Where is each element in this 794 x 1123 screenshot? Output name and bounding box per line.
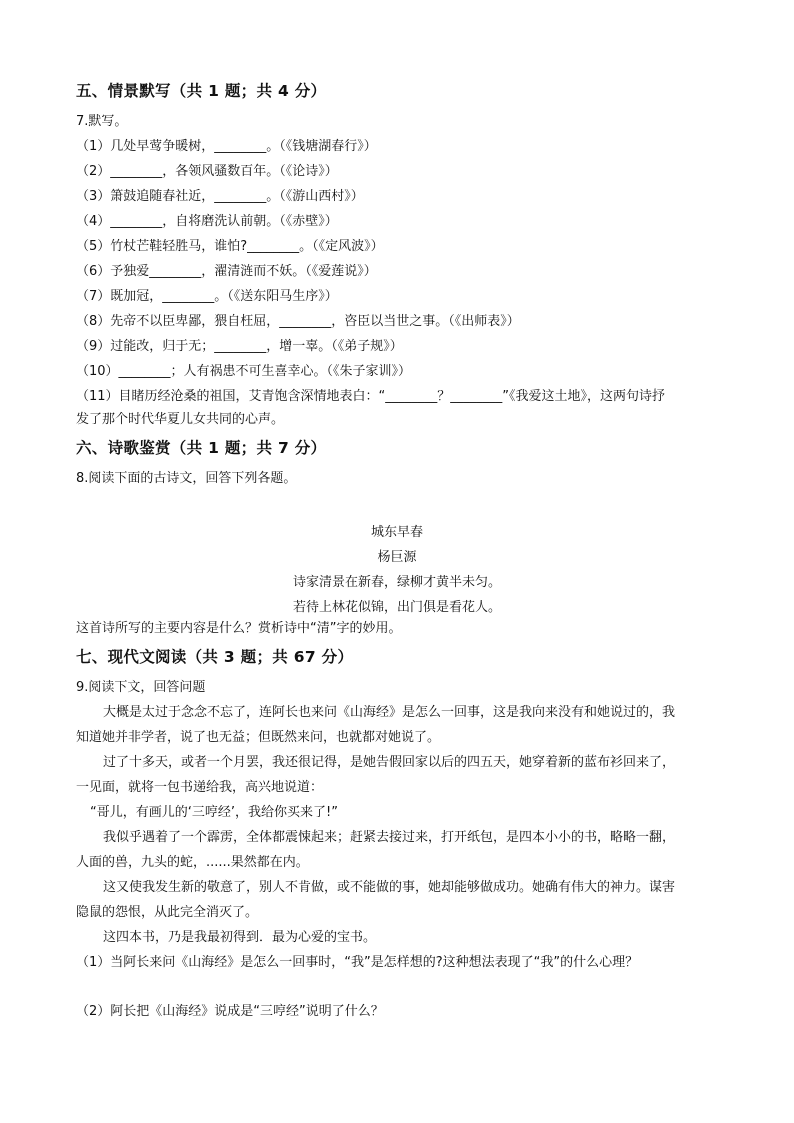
question-7-item-7: （7）既加冠，________。（《送东阳马生序》） — [76, 289, 338, 304]
passage-quote: “哥儿，有画儿的‘三哼经’，我给你买来了!” — [90, 805, 338, 820]
question-9-stem: 9.阅读下文，回答问题 — [76, 680, 206, 695]
question-7-item-11-line-2: 发了那个时代华夏儿女共同的心声。 — [76, 412, 285, 427]
section-7-title: 七、现代文阅读（共 3 题；共 67 分） — [76, 648, 354, 666]
poem-author: 杨巨源 — [377, 550, 417, 565]
poem-line-2: 若待上林花似锦，出门俱是看花人。 — [292, 600, 501, 615]
question-7-item-2: （2）________，各领风骚数百年。（《论诗》） — [76, 164, 338, 179]
question-9-sub-2: （2）阿长把《山海经》说成是“三哼经”说明了什么？ — [76, 1004, 384, 1019]
question-7-item-5: （5）竹杖芒鞋轻胜马，谁怕?________。（《定风波》） — [76, 239, 384, 254]
question-7-item-10: （10）________；人有祸患不可生喜幸心。（《朱子家训》） — [76, 364, 412, 379]
question-7-item-6: （6）予独爱________，濯清涟而不妖。（《爱莲说》） — [76, 264, 377, 279]
passage-paragraph-4-line-2: 隐鼠的怨恨，从此完全消灭了。 — [76, 905, 259, 920]
question-7-stem: 7.默写。 — [76, 114, 128, 129]
passage-paragraph-1-line-2: 知道她并非学者，说了也无益；但既然来问，也就都对她说了。 — [76, 730, 441, 745]
question-7-item-4: （4）________，自将磨洗认前朝。（《赤壁》） — [76, 214, 338, 229]
section-6-title: 六、诗歌鉴赏（共 1 题；共 7 分） — [76, 439, 327, 457]
question-7-item-9: （9）过能改，归于无；________，增一辜。（《弟子规》） — [76, 339, 403, 354]
passage-paragraph-1-line-1: 大概是太过于念念不忘了，连阿长也来问《山海经》是怎么一回事，这是我向来没有和她说过的，我 — [103, 705, 676, 720]
passage-paragraph-3-line-2: 人面的兽，九头的蛇，......果然都在内。 — [76, 855, 309, 870]
question-7-item-11-line-1: （11）目睹历经沧桑的祖国，艾青饱含深情地表白：“________？________”《我爱这土地》，这两句诗抒 — [76, 389, 666, 404]
section-5-title: 五、情景默写（共 1 题；共 4 分） — [76, 82, 327, 100]
question-7-item-1: （1）几处早莺争暖树，________。（《钱塘湖春行》） — [76, 139, 377, 154]
passage-paragraph-2-line-1: 过了十多天，或者一个月罢，我还很记得，是她告假回家以后的四五天，她穿着新的蓝布衫回来了， — [103, 755, 676, 770]
question-7-item-8: （8）先帝不以臣卑鄙，猥自枉屈，________，咨臣以当世之事。（《出师表》） — [76, 314, 520, 329]
passage-paragraph-2-line-2: 一见面，就将一包书递给我，高兴地说道： — [76, 780, 324, 795]
passage-paragraph-3-line-1: 我似乎遇着了一个霹雳，全体都震悚起来；赶紧去接过来，打开纸包，是四本小小的书，略略一翻， — [103, 830, 676, 845]
passage-paragraph-5: 这四本书，乃是我最初得到．最为心爱的宝书。 — [103, 930, 377, 945]
poem-line-1: 诗家清景在新春，绿柳才黄半未匀。 — [292, 575, 501, 590]
passage-paragraph-4-line-1: 这又使我发生新的敬意了，别人不肯做，或不能做的事，她却能够做成功。她确有伟大的神力。谋害 — [103, 880, 676, 895]
question-7-item-3: （3）箫鼓追随春社近，________。（《游山西村》） — [76, 189, 364, 204]
question-9-sub-1: （1）当阿长来问《山海经》是怎么一回事时，“我”是怎样想的?这种想法表现了“我”的什么心理？ — [76, 955, 639, 970]
question-8-stem: 8.阅读下面的古诗文，回答下列各题。 — [76, 471, 297, 486]
question-8-prompt: 这首诗所写的主要内容是什么？赏析诗中“清”字的妙用。 — [76, 621, 402, 636]
poem-title: 城东早春 — [370, 525, 423, 540]
